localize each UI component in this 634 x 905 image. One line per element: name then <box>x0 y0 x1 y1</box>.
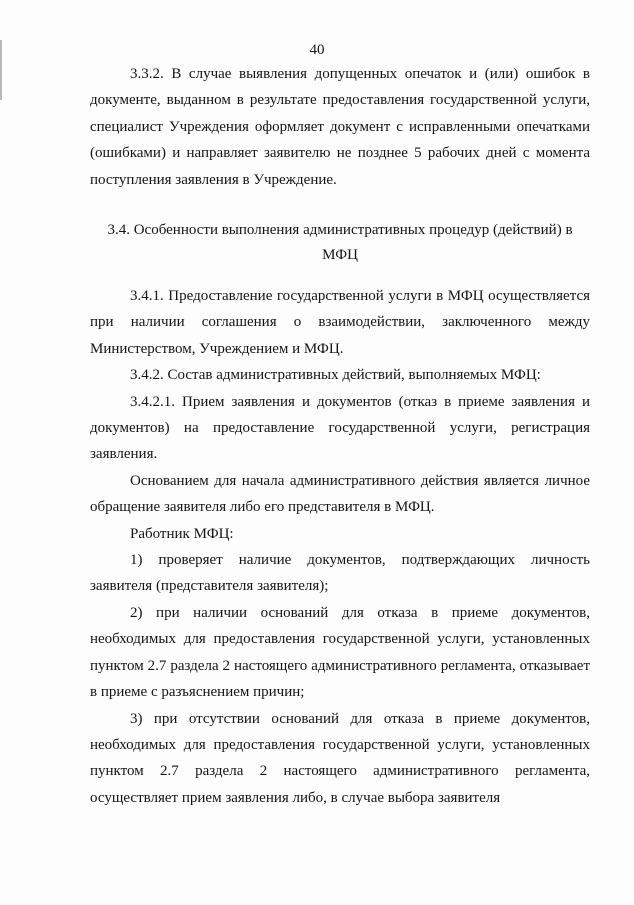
list-item-1: 1) проверяет наличие документов, подтверждающих личность заявителя (представителя заявителя); <box>90 552 590 595</box>
section-heading-3-4: 3.4. Особенности выполнения административных процедур (действий) в МФЦ <box>107 222 573 263</box>
paragraph-3-4-1: 3.4.1. Предоставление государственной услуги в МФЦ осуществляется при наличии соглашения о взаимодействии, заключенного между Министерством, Учреждением и МФЦ. <box>90 288 590 357</box>
section-3-4-body <box>90 283 590 811</box>
paragraph-3-4-2-1: 3.4.2.1. Прием заявления и документов (отказ в приеме заявления и документов) на предоставление государственной услуги, регистрация заявления. <box>90 393 590 463</box>
paragraph-3-4-2: 3.4.2. Состав административных действий, выполняемых МФЦ: <box>130 367 541 384</box>
list-item-2: 2) при наличии оснований для отказа в приеме документов, необходимых для предоставления государственной услуги, установленных пунктом 2.7 раздела 2 настоящего административного регламента, отказывает в приеме с разъяснением причин; <box>90 604 590 701</box>
page-number: 40 <box>309 42 325 58</box>
paragraph-3-3-2: 3.3.2. В случае выявления допущенных опечаток и (или) ошибок в документе, выданном в результате предоставления государственной услуги, специалист Учреждения оформляет документ с исправленными опечатками (ошибками) и направляет заявителю не позднее 5 рабочих дней с момента поступления заявления в Учреждение. <box>90 66 590 188</box>
paragraph-worker-intro: Работник МФЦ: <box>130 525 234 542</box>
list-item-3: 3) при отсутствии оснований для отказа в приеме документов, необходимых для предоставления государственной услуги, установленных пунктом 2.7 раздела 2 настоящего административного регламента, осуществляет прием заявления либо, в случае выбора заявителя <box>90 710 590 806</box>
paragraph-basis: Основанием для начала административного действия является личное обращение заявителя либо его представителя в МФЦ. <box>90 472 590 516</box>
section-3-3-2 <box>90 61 590 193</box>
